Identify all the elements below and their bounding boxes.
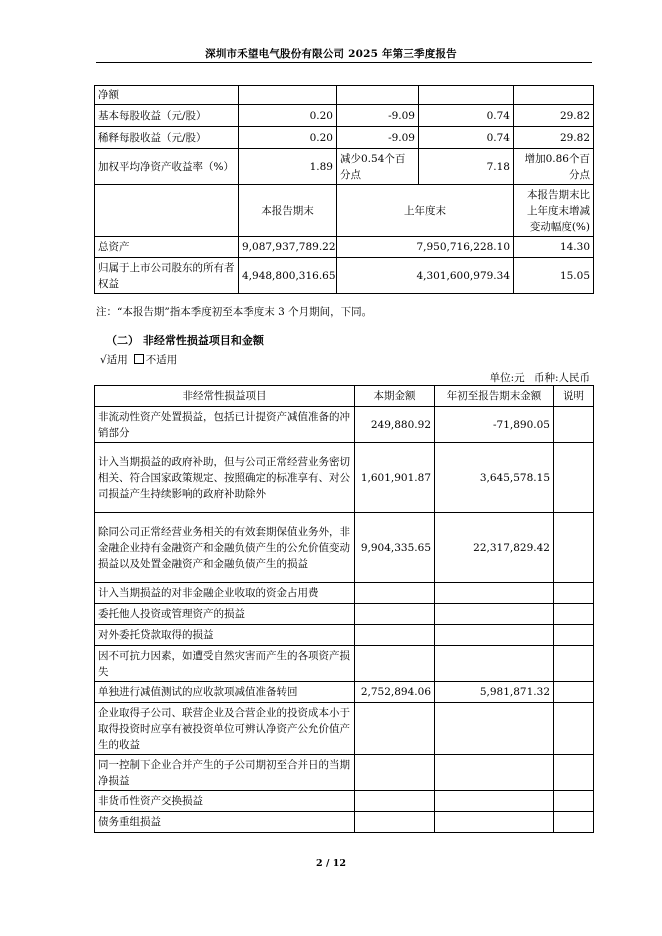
table-row bbox=[95, 646, 594, 682]
cell-value: -9.09 bbox=[337, 127, 419, 149]
item-label: 因不可抗力因素，如遭受自然灾害而产生的各项资产损失 bbox=[95, 646, 355, 682]
row-label: 加权平均净资产收益率（%） bbox=[95, 149, 239, 185]
table-row bbox=[95, 513, 594, 583]
ytd-amount bbox=[435, 791, 554, 812]
applicability-options bbox=[100, 352, 177, 367]
row-label: 归属于上市公司股东的所有者权益 bbox=[95, 258, 239, 294]
item-label: 单独进行减值测试的应收款项减值准备转回 bbox=[95, 682, 355, 703]
table-row bbox=[95, 105, 594, 127]
cell-value: 0.20 bbox=[239, 127, 337, 149]
remark bbox=[554, 513, 594, 583]
ytd-amount: 22,317,829.42 bbox=[435, 513, 554, 583]
remark bbox=[554, 812, 594, 833]
ytd-amount bbox=[435, 755, 554, 791]
row-label: 稀释每股收益（元/股） bbox=[95, 127, 239, 149]
cell bbox=[95, 185, 239, 237]
current-amount: 249,880.92 bbox=[355, 407, 435, 443]
remark bbox=[554, 407, 594, 443]
table-row bbox=[95, 86, 594, 105]
remark bbox=[554, 755, 594, 791]
not-applicable-option: 不适用 bbox=[145, 354, 178, 366]
item-label: 债务重组损益 bbox=[95, 812, 355, 833]
ytd-amount bbox=[435, 604, 554, 625]
item-label: 计入当期损益的政府补助，但与公司正常经营业务密切相关、符合国家政策规定、按照确定的标准享有、对公司损益产生持续影响的政府补助除外 bbox=[95, 443, 355, 513]
non-recurring-items-table bbox=[94, 385, 594, 833]
table-row bbox=[95, 443, 594, 513]
report-header-title: 深圳市禾望电气股份有限公司 2025 年第三季度报告 bbox=[205, 48, 457, 60]
cell bbox=[419, 86, 514, 105]
table-row bbox=[95, 812, 594, 833]
item-label: 同一控制下企业合并产生的子公司期初至合并日的当期净损益 bbox=[95, 755, 355, 791]
cell-value: 1.89 bbox=[239, 149, 337, 185]
cell-value: 4,301,600,979.34 bbox=[337, 258, 514, 294]
ytd-amount: 5,981,871.32 bbox=[435, 682, 554, 703]
item-label: 非流动性资产处置损益，包括已计提资产减值准备的冲销部分 bbox=[95, 407, 355, 443]
current-amount: 1,601,901.87 bbox=[355, 443, 435, 513]
table-row bbox=[95, 127, 594, 149]
current-amount bbox=[355, 646, 435, 682]
current-amount bbox=[355, 791, 435, 812]
cell-value: 增加0.86个百分点 bbox=[514, 149, 594, 185]
ytd-amount bbox=[435, 812, 554, 833]
current-amount: 2,752,894.06 bbox=[355, 682, 435, 703]
remark bbox=[554, 646, 594, 682]
financial-indicators-table bbox=[94, 85, 594, 294]
table-note: 注：“本报告期”指本季度初至本季度末 3 个月期间，下同。 bbox=[96, 306, 373, 318]
cell-value: 4,948,800,316.65 bbox=[239, 258, 337, 294]
table-row bbox=[95, 149, 594, 185]
header-divider bbox=[96, 62, 592, 63]
cell bbox=[337, 86, 419, 105]
column-header: 非经常性损益项目 bbox=[95, 386, 355, 407]
table-row bbox=[95, 682, 594, 703]
remark bbox=[554, 604, 594, 625]
cell-value: -9.09 bbox=[337, 105, 419, 127]
item-label: 委托他人投资或管理资产的损益 bbox=[95, 604, 355, 625]
page-number: 2 / 12 bbox=[316, 858, 346, 869]
cell-value: 0.74 bbox=[419, 105, 514, 127]
table-row bbox=[95, 604, 594, 625]
remark bbox=[554, 625, 594, 646]
remark bbox=[554, 703, 594, 755]
remark bbox=[554, 443, 594, 513]
table-header-row bbox=[95, 386, 594, 407]
item-label: 除同公司正常经营业务相关的有效套期保值业务外，非金融企业持有金融资产和金融负债产生的公允价值变动损益以及处置金融资产和金融负债产生的损益 bbox=[95, 513, 355, 583]
cell-value: 14.30 bbox=[514, 237, 594, 258]
item-label: 非货币性资产交换损益 bbox=[95, 791, 355, 812]
checkbox-icon bbox=[134, 354, 144, 364]
table-row bbox=[95, 625, 594, 646]
column-header: 说明 bbox=[554, 386, 594, 407]
current-amount bbox=[355, 755, 435, 791]
ytd-amount bbox=[435, 703, 554, 755]
item-label: 企业取得子公司、联营企业及合营企业的投资成本小于取得投资时应享有被投资单位可辨认净资产公允价值产生的收益 bbox=[95, 703, 355, 755]
current-amount: 9,904,335.65 bbox=[355, 513, 435, 583]
table-row bbox=[95, 755, 594, 791]
column-header: 本期金额 bbox=[355, 386, 435, 407]
ytd-amount bbox=[435, 625, 554, 646]
current-amount bbox=[355, 703, 435, 755]
cell-value: 7.18 bbox=[419, 149, 514, 185]
remark bbox=[554, 791, 594, 812]
column-header: 本报告期末 bbox=[239, 185, 337, 237]
cell-value: 15.05 bbox=[514, 258, 594, 294]
current-amount bbox=[355, 604, 435, 625]
ytd-amount: -71,890.05 bbox=[435, 407, 554, 443]
ytd-amount bbox=[435, 646, 554, 682]
table-row bbox=[95, 237, 594, 258]
row-label: 净额 bbox=[95, 86, 239, 105]
ytd-amount: 3,645,578.15 bbox=[435, 443, 554, 513]
row-label: 总资产 bbox=[95, 237, 239, 258]
column-header: 本报告期末比上年度末增减变动幅度(%) bbox=[514, 185, 594, 237]
table-row bbox=[95, 583, 594, 604]
cell bbox=[514, 86, 594, 105]
table-subheader-row bbox=[95, 185, 594, 237]
cell-value: 29.82 bbox=[514, 127, 594, 149]
column-header: 上年度末 bbox=[337, 185, 514, 237]
table-row bbox=[95, 703, 594, 755]
item-label: 对外委托贷款取得的损益 bbox=[95, 625, 355, 646]
cell-value: 29.82 bbox=[514, 105, 594, 127]
remark bbox=[554, 682, 594, 703]
current-amount bbox=[355, 625, 435, 646]
table-row bbox=[95, 791, 594, 812]
cell bbox=[239, 86, 337, 105]
table-row bbox=[95, 407, 594, 443]
cell-value: 0.74 bbox=[419, 127, 514, 149]
applicable-option: √适用 bbox=[100, 354, 128, 366]
remark bbox=[554, 583, 594, 604]
item-label: 计入当期损益的对非金融企业收取的资金占用费 bbox=[95, 583, 355, 604]
ytd-amount bbox=[435, 583, 554, 604]
unit-label: 单位:元 币种:人民币 bbox=[489, 372, 590, 384]
cell-value: 0.20 bbox=[239, 105, 337, 127]
column-header: 年初至报告期末金额 bbox=[435, 386, 554, 407]
current-amount bbox=[355, 583, 435, 604]
cell-value: 9,087,937,789.22 bbox=[239, 237, 337, 258]
cell-value: 7,950,716,228.10 bbox=[337, 237, 514, 258]
row-label: 基本每股收益（元/股） bbox=[95, 105, 239, 127]
table-row bbox=[95, 258, 594, 294]
section-title: （二） 非经常性损益项目和金额 bbox=[106, 334, 264, 347]
cell-value: 减少0.54个百分点 bbox=[337, 149, 419, 185]
current-amount bbox=[355, 812, 435, 833]
